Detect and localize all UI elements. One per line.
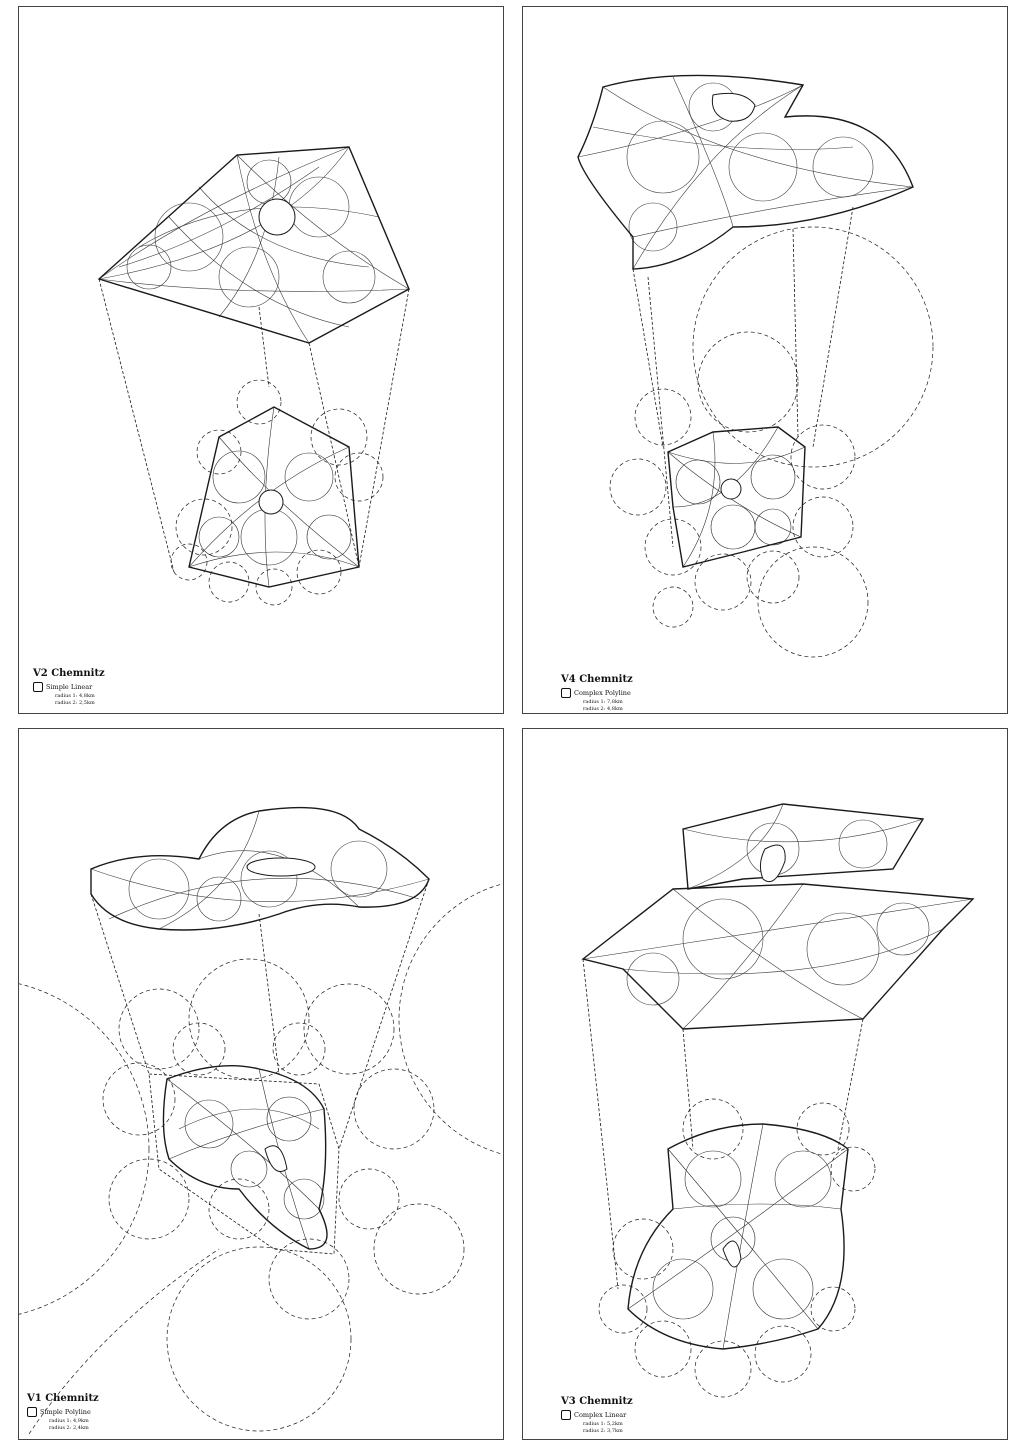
sheet-v3 [522, 728, 1008, 1440]
mode-icon [561, 1410, 571, 1420]
sheet-v2 [18, 6, 504, 714]
drawing-v2 [19, 7, 504, 714]
radius-1: radius 1: 4,8km [55, 693, 95, 699]
mode-icon [27, 1407, 37, 1417]
panel-mode: Complex Linear [574, 1410, 627, 1419]
lower-surface [628, 1124, 848, 1349]
radius-2: radius 2: 2,4km [49, 1425, 89, 1431]
mode-icon [561, 688, 571, 698]
lower-surface [163, 1066, 327, 1249]
mode-icon [33, 682, 43, 692]
radius-2: radius 2: 3,7km [583, 1428, 623, 1434]
sheet-v4 [522, 6, 1008, 714]
panel-mode: Simple Polyline [40, 1407, 91, 1416]
drawing-v1 [19, 729, 504, 1440]
panel-title: V2 Chemnitz [33, 668, 105, 679]
drawing-v3 [523, 729, 1008, 1440]
caption-v4 [561, 675, 633, 712]
radius-2: radius 2: 2,5km [55, 700, 95, 706]
drawing-v4 [523, 7, 1008, 714]
panel-mode: Complex Polyline [574, 688, 631, 697]
caption-v3 [561, 1397, 633, 1434]
radius-1: radius 1: 4,9km [49, 1418, 89, 1424]
radius-2: radius 2: 4,8km [583, 706, 623, 712]
panel-title: V4 Chemnitz [561, 674, 633, 685]
caption-v1 [27, 1394, 99, 1431]
panel-title: V3 Chemnitz [561, 1396, 633, 1407]
sheet-v1 [18, 728, 504, 1440]
panel-mode: Simple Linear [46, 682, 93, 691]
caption-v2 [33, 669, 105, 706]
radius-1: radius 1: 7,8km [583, 699, 623, 705]
radius-1: radius 1: 5,2km [583, 1421, 623, 1427]
panel-title: V1 Chemnitz [27, 1393, 99, 1404]
